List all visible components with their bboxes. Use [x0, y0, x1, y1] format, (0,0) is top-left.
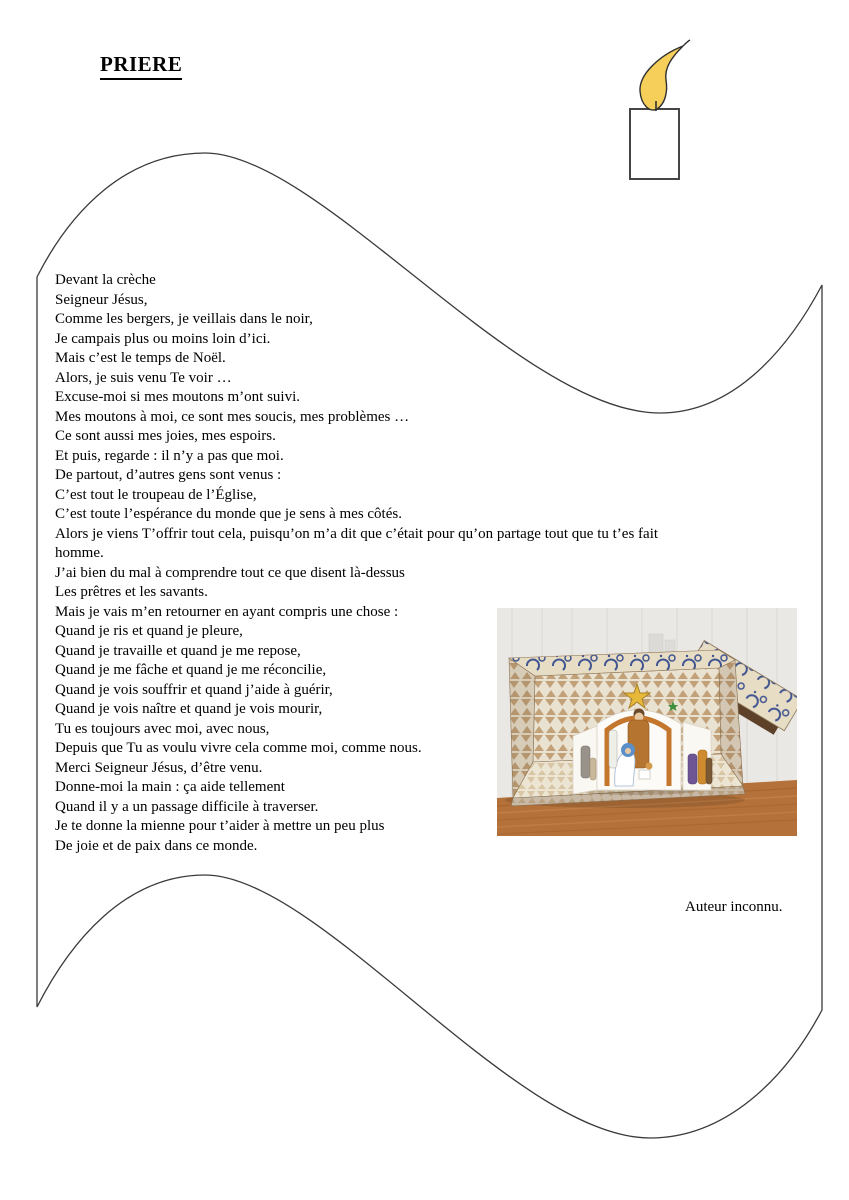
poem-line: Et puis, regarde : il n’y a pas que moi. [55, 447, 284, 464]
poem-line: Alors, je suis venu Te voir … [55, 369, 232, 386]
child-figure [646, 763, 653, 770]
poem-line: Quand je travaille et quand je me repose, [55, 642, 301, 659]
king-purple-figure [688, 754, 697, 784]
poem-line: De joie et de paix dans ce monde. [55, 837, 258, 854]
poem-line: Donne-moi la main : ça aide tellement [55, 779, 285, 795]
shepherd-child-figure [590, 758, 596, 780]
crib [639, 770, 650, 779]
poem-line: Quand je vois souffrir et quand j’aide à guérir, [55, 681, 333, 698]
poem-line: Comme les bergers, je veillais dans le noir, [55, 311, 313, 327]
candle-body [630, 109, 679, 179]
page-title: PRIERE [100, 52, 182, 80]
poem-line: Je te donne la mienne pour t’aider à mettre un peu plus [55, 818, 385, 834]
king-orange-figure [698, 750, 707, 784]
king-dark-figure [706, 758, 712, 784]
poem-line: Mes moutons à moi, ce sont mes soucis, mes problèmes … [55, 408, 410, 425]
candle-flame [640, 46, 683, 110]
poem-line: Les prêtres et les savants. [55, 584, 208, 600]
shepherd-figure [581, 746, 590, 778]
poem-line: Je campais plus ou moins loin d’ici. [55, 330, 271, 347]
poem-line: Merci Seigneur Jésus, d’être venu. [55, 759, 263, 776]
poem-line: C’est toute l’espérance du monde que je sens à mes côtés. [55, 506, 402, 522]
poem-line: Tu es toujours avec moi, avec nous, [55, 720, 270, 737]
poem-line: Quand je vois naître et quand je vois mourir, [55, 701, 323, 717]
poem-line: Excuse-moi si mes moutons m’ont suivi. [55, 389, 300, 405]
poem-line: C’est tout le troupeau de l’Église, [55, 486, 257, 503]
poem-line: Seigneur Jésus, [55, 291, 148, 308]
poem-line: De partout, d’autres gens sont venus : [55, 467, 282, 483]
mary-face [625, 748, 631, 754]
poem-line: Quand je me fâche et quand je me réconcilie, [55, 662, 327, 678]
poem-line: Mais je vais m’en retourner en ayant compris une chose : [55, 603, 399, 620]
poem-line: homme. [55, 545, 104, 561]
poem-line: Quand je ris et quand je pleure, [55, 623, 243, 639]
poem-line: Ce sont aussi mes joies, mes espoirs. [55, 428, 276, 444]
candle-illustration [630, 40, 690, 179]
angel-figure [609, 730, 617, 768]
poem-line: Depuis que Tu as voulu vivre cela comme moi, comme nous. [55, 740, 422, 756]
poem-line: J’ai bien du mal à comprendre tout ce que disent là-dessus [55, 564, 405, 581]
candle-flame-tip [683, 40, 690, 46]
poem-line: Devant la crèche [55, 272, 156, 288]
nativity-photo [497, 608, 797, 836]
author-credit: Auteur inconnu. [685, 899, 783, 915]
poem-line: Quand il y a un passage difficile à traverser. [55, 798, 319, 815]
poem-line: Alors je viens T’offrir tout cela, puisqu’on m’a dit que c’était pour qu’on partage tout que tu t’es fait [55, 525, 659, 542]
poem-line: Mais c’est le temps de Noël. [55, 350, 226, 366]
